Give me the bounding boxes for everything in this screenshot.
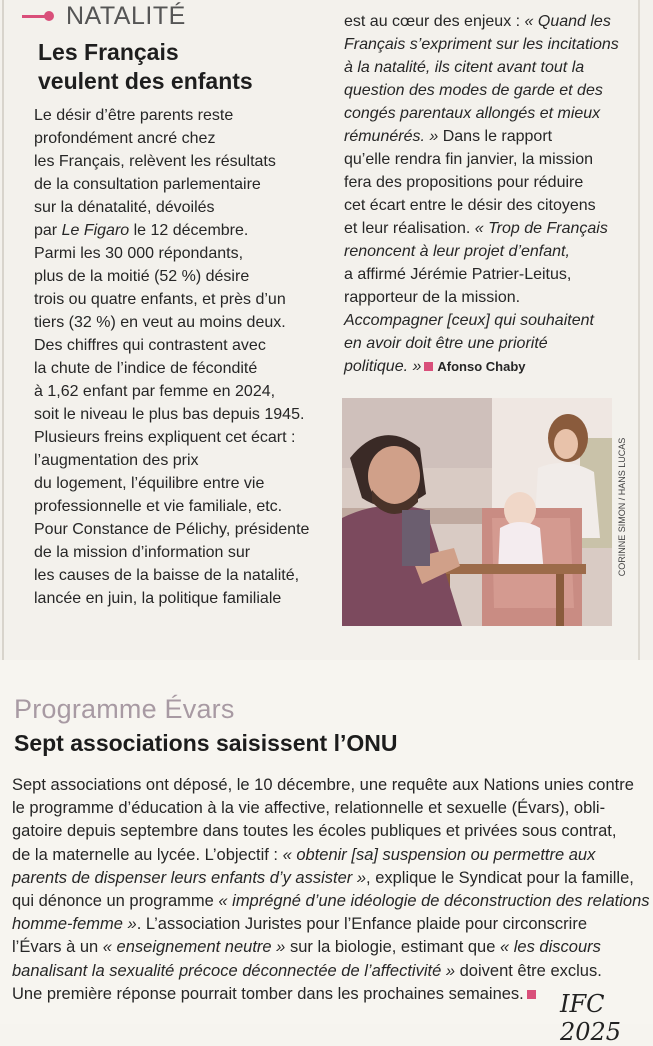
text-line — [34, 219, 334, 242]
quote-fragment: homme-femme » — [12, 915, 137, 934]
text-line — [344, 10, 634, 33]
section-kicker — [22, 3, 186, 29]
text-line — [344, 355, 634, 378]
text-line: Plusieurs freins expliquent cet écart : — [34, 429, 296, 446]
text-fragment: doivent être exclus. — [455, 961, 602, 980]
text-line: l’augmentation des prix — [34, 452, 199, 469]
text-line — [344, 217, 634, 240]
text-fragment: le 12 décembre. — [129, 222, 249, 239]
column-2 — [344, 10, 634, 378]
quote-fragment: « les discours — [499, 938, 601, 957]
text-line: cet écart entre le désir des citoyens — [344, 197, 596, 214]
pin-icon — [22, 9, 60, 23]
quote-fragment: « Trop de Français — [474, 220, 608, 237]
text-line: fera des propositions pour réduire — [344, 174, 584, 191]
text-fragment: qui dénonce un programme — [12, 892, 219, 911]
family-photo — [342, 398, 612, 626]
text-fragment: l’Évars à un — [12, 938, 103, 957]
photo-credit-text: CORINNE SIMON / HANS LUCAS — [617, 437, 627, 577]
end-square-icon — [424, 362, 433, 371]
text-fragment: , explique le Syndicat pour la famille, — [366, 868, 634, 887]
text-line: profondément ancré chez — [34, 130, 216, 147]
text-line: les causes de la baisse de la natalité, — [34, 567, 300, 584]
text-line: Le désir d’être parents reste — [34, 107, 234, 124]
quote-line: en avoir doit être une priorité — [344, 335, 548, 352]
text-line — [12, 936, 637, 959]
quote-fragment: « obtenir [sa] suspension ou permettre aux — [282, 845, 596, 864]
text-line — [12, 890, 650, 913]
text-line: gatoire depuis septembre dans toutes les écoles publiques et privées sous contrat, — [12, 822, 617, 841]
text-fragment: est au cœur des enjeux : — [344, 13, 525, 30]
article-headline: Sept associations saisissent l’ONU — [14, 730, 398, 756]
column-rule-right — [638, 0, 640, 660]
quote-line: renoncent à leur projet d’enfant, — [344, 243, 570, 260]
column-rule-left — [2, 0, 4, 660]
text-line: sur la dénatalité, dévoilés — [34, 199, 215, 216]
quote-fragment: « imprégné d’une idéologie de déconstruction des relations — [218, 892, 650, 911]
text-fragment: Une première réponse pourrait tomber dans les prochaines semaines. — [12, 984, 524, 1003]
text-line: tiers (32 %) en veut au moins deux. — [34, 314, 286, 331]
quote-line: Français s’expriment sur les incitations — [344, 36, 619, 53]
text-line — [12, 960, 637, 983]
handwritten-annotation: IFC 2025 — [560, 990, 622, 1046]
end-square-icon — [527, 990, 536, 999]
text-fragment: sur la biologie, estimant que — [285, 938, 500, 957]
title-line-1: Les Français — [38, 39, 179, 65]
text-line: Des chiffres qui contrastent avec — [34, 337, 266, 354]
text-line — [12, 913, 637, 936]
text-line: de la mission d’information sur — [34, 544, 251, 561]
text-line: Pour Constance de Pélichy, présidente — [34, 521, 310, 538]
article-kicker: Programme Évars — [14, 694, 235, 724]
text-fragment: et leur réalisation. — [344, 220, 475, 237]
text-line: Parmi les 30 000 répondants, — [34, 245, 244, 262]
text-line: Sept associations ont déposé, le 10 décembre, une requête aux Nations unies contre — [12, 776, 634, 794]
text-line — [12, 983, 637, 1006]
text-line: de la consultation parlementaire — [34, 176, 261, 193]
text-fragment: par — [34, 222, 62, 239]
article-body — [12, 774, 650, 1006]
text-line: rapporteur de la mission. — [344, 289, 521, 306]
quote-fragment: rémunérés. » — [344, 128, 439, 145]
text-line: a affirmé Jérémie Patrier-Leitus, — [344, 266, 572, 283]
text-line: qu’elle rendra fin janvier, la mission — [344, 151, 594, 168]
text-line: trois ou quatre enfants, et près d’un — [34, 291, 286, 308]
text-line: lancée en juin, la politique familiale — [34, 590, 282, 607]
quote-fragment: politique. » — [344, 358, 422, 375]
text-fragment: Dans le rapport — [438, 128, 553, 145]
text-line: à 1,62 enfant par femme en 2024, — [34, 383, 276, 400]
byline: Afonso Chaby — [437, 359, 526, 374]
quote-fragment: parents de dispenser leurs enfants d’y assister » — [12, 868, 367, 887]
title-line-2: veulent des enfants — [38, 68, 253, 94]
text-line: les Français, relèvent les résultats — [34, 153, 276, 170]
text-line: du logement, l’équilibre entre vie — [34, 475, 265, 492]
text-line — [12, 844, 637, 867]
text-line — [12, 867, 637, 890]
newspaper-name: Le Figaro — [61, 222, 130, 239]
text-fragment: de la maternelle au lycée. L’objectif : — [12, 845, 283, 864]
text-line: professionnelle et vie familiale, etc. — [34, 498, 283, 515]
text-line: soit le niveau le plus bas depuis 1945. — [34, 406, 305, 423]
quote-fragment: banalisant la sexualité précoce déconnectée de l’affectivité » — [12, 961, 456, 980]
quote-fragment: « Quand les — [524, 13, 611, 30]
text-line: plus de la moitié (52 %) désire — [34, 268, 250, 285]
column-1 — [34, 104, 334, 610]
quote-line: question des modes de garde et des — [344, 82, 603, 99]
text-line — [344, 125, 634, 148]
quote-line: à la natalité, ils citent avant tout la — [344, 59, 585, 76]
section-label: NATALITÉ — [66, 1, 186, 30]
article-title — [38, 38, 253, 96]
quote-line: Accompagner [ceux] qui souhaitent — [344, 312, 594, 329]
quote-line: congés parentaux allongés et mieux — [344, 105, 601, 122]
text-fragment: . L’association Juristes pour l’Enfance plaide pour circonscrire — [136, 915, 588, 934]
text-line: la chute de l’indice de fécondité — [34, 360, 258, 377]
photo-credit — [612, 398, 634, 626]
quote-fragment: « enseignement neutre » — [102, 938, 286, 957]
text-line: le programme d’éducation à la vie affective, relationnelle et sexuelle (Évars), obli- — [12, 799, 606, 818]
